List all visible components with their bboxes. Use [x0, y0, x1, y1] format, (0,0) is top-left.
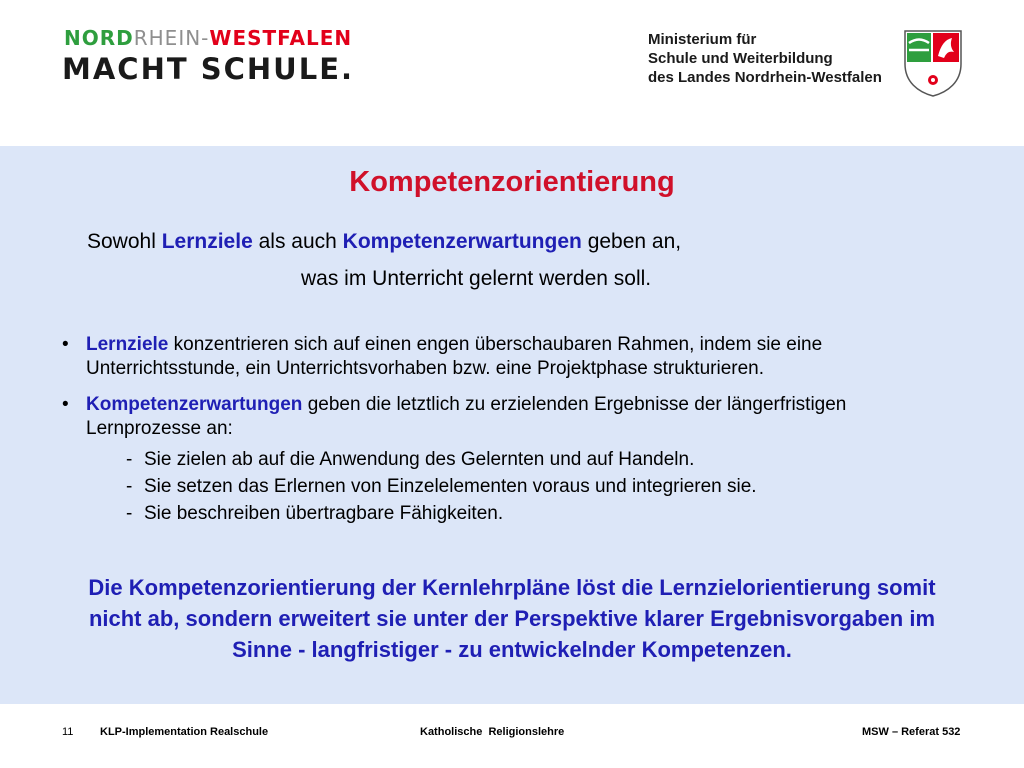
logo-part-westfalen: WESTFALEN [209, 26, 353, 50]
footer-left-text: KLP-Implementation Realschule [100, 726, 269, 738]
bullet-body: geben die letztlich zu erzielenden Ergebnisse der längerfristigen Lernprozesse an: [86, 394, 847, 439]
intro-text-2: als auch [252, 230, 343, 253]
ministry-line-1: Ministerium für [648, 31, 757, 48]
bullet-text [86, 393, 966, 441]
logo-nrw-wordmark [64, 26, 352, 50]
sub-item [126, 449, 694, 471]
bullet-body: konzentrieren sich auf einen engen überschaubaren Rahmen, indem sie eine Unterrichtsstunde, ein Unterrichtsvorhaben bzw. eine Projektphase strukturieren. [86, 334, 823, 379]
slide-title: Kompetenzorientierung [349, 166, 675, 198]
ministry-line-2: Schule und Weiterbildung [648, 50, 833, 67]
bullet-marker: • [62, 334, 69, 355]
dash-marker: - [126, 449, 133, 470]
ministry-line-3: des Landes Nordrhein-Westfalen [648, 69, 882, 86]
footer-middle-text: Katholische Religionslehre [420, 726, 565, 738]
logo-macht-schule: MACHT SCHULE. [62, 52, 355, 86]
sub-item-text: Sie setzen das Erlernen von Einzelelementen voraus und integrieren sie. [144, 476, 757, 497]
intro-term-lernziele: Lernziele [161, 230, 253, 253]
dash-marker: - [126, 503, 133, 524]
sub-item-text: Sie zielen ab auf die Anwendung des Gelernten und auf Handeln. [144, 449, 695, 470]
sub-item-text: Sie beschreiben übertragbare Fähigkeiten. [144, 503, 504, 524]
intro-term-kompetenzerwartungen: Kompetenzerwartungen [342, 230, 582, 253]
ministry-name [648, 30, 882, 87]
page-number: 11 [62, 726, 74, 738]
slide-header [0, 0, 1024, 146]
intro-line-1 [87, 230, 681, 254]
footer-right-text: MSW – Referat 532 [862, 726, 961, 738]
intro-line-2: was im Unterricht gelernt werden soll. [301, 267, 652, 290]
slide-footer [0, 704, 1024, 768]
dash-marker: - [126, 476, 133, 497]
sub-item [126, 503, 503, 525]
bullet-text [86, 333, 966, 381]
bullet-marker: • [62, 394, 69, 415]
logo-part-nord: NORD [64, 26, 134, 50]
nrw-coat-of-arms-icon [902, 28, 964, 98]
intro-text-1: Sowohl [87, 230, 162, 253]
conclusion-statement: Die Kompetenzorientierung der Kernlehrpläne löst die Lernzielorientierung somit nicht ab, sondern erweitert sie unter der Perspektive klarer Ergebnisvorgaben im Sinne - langfristiger - zu entwickelnder Kompetenzen. [88, 575, 936, 662]
sub-item [126, 476, 757, 498]
bullet-term: Lernziele [86, 334, 169, 355]
logo-part-rhein: RHEIN- [133, 26, 210, 50]
intro-text-3: geben an, [581, 230, 682, 253]
bullet-term: Kompetenzerwartungen [86, 394, 303, 415]
